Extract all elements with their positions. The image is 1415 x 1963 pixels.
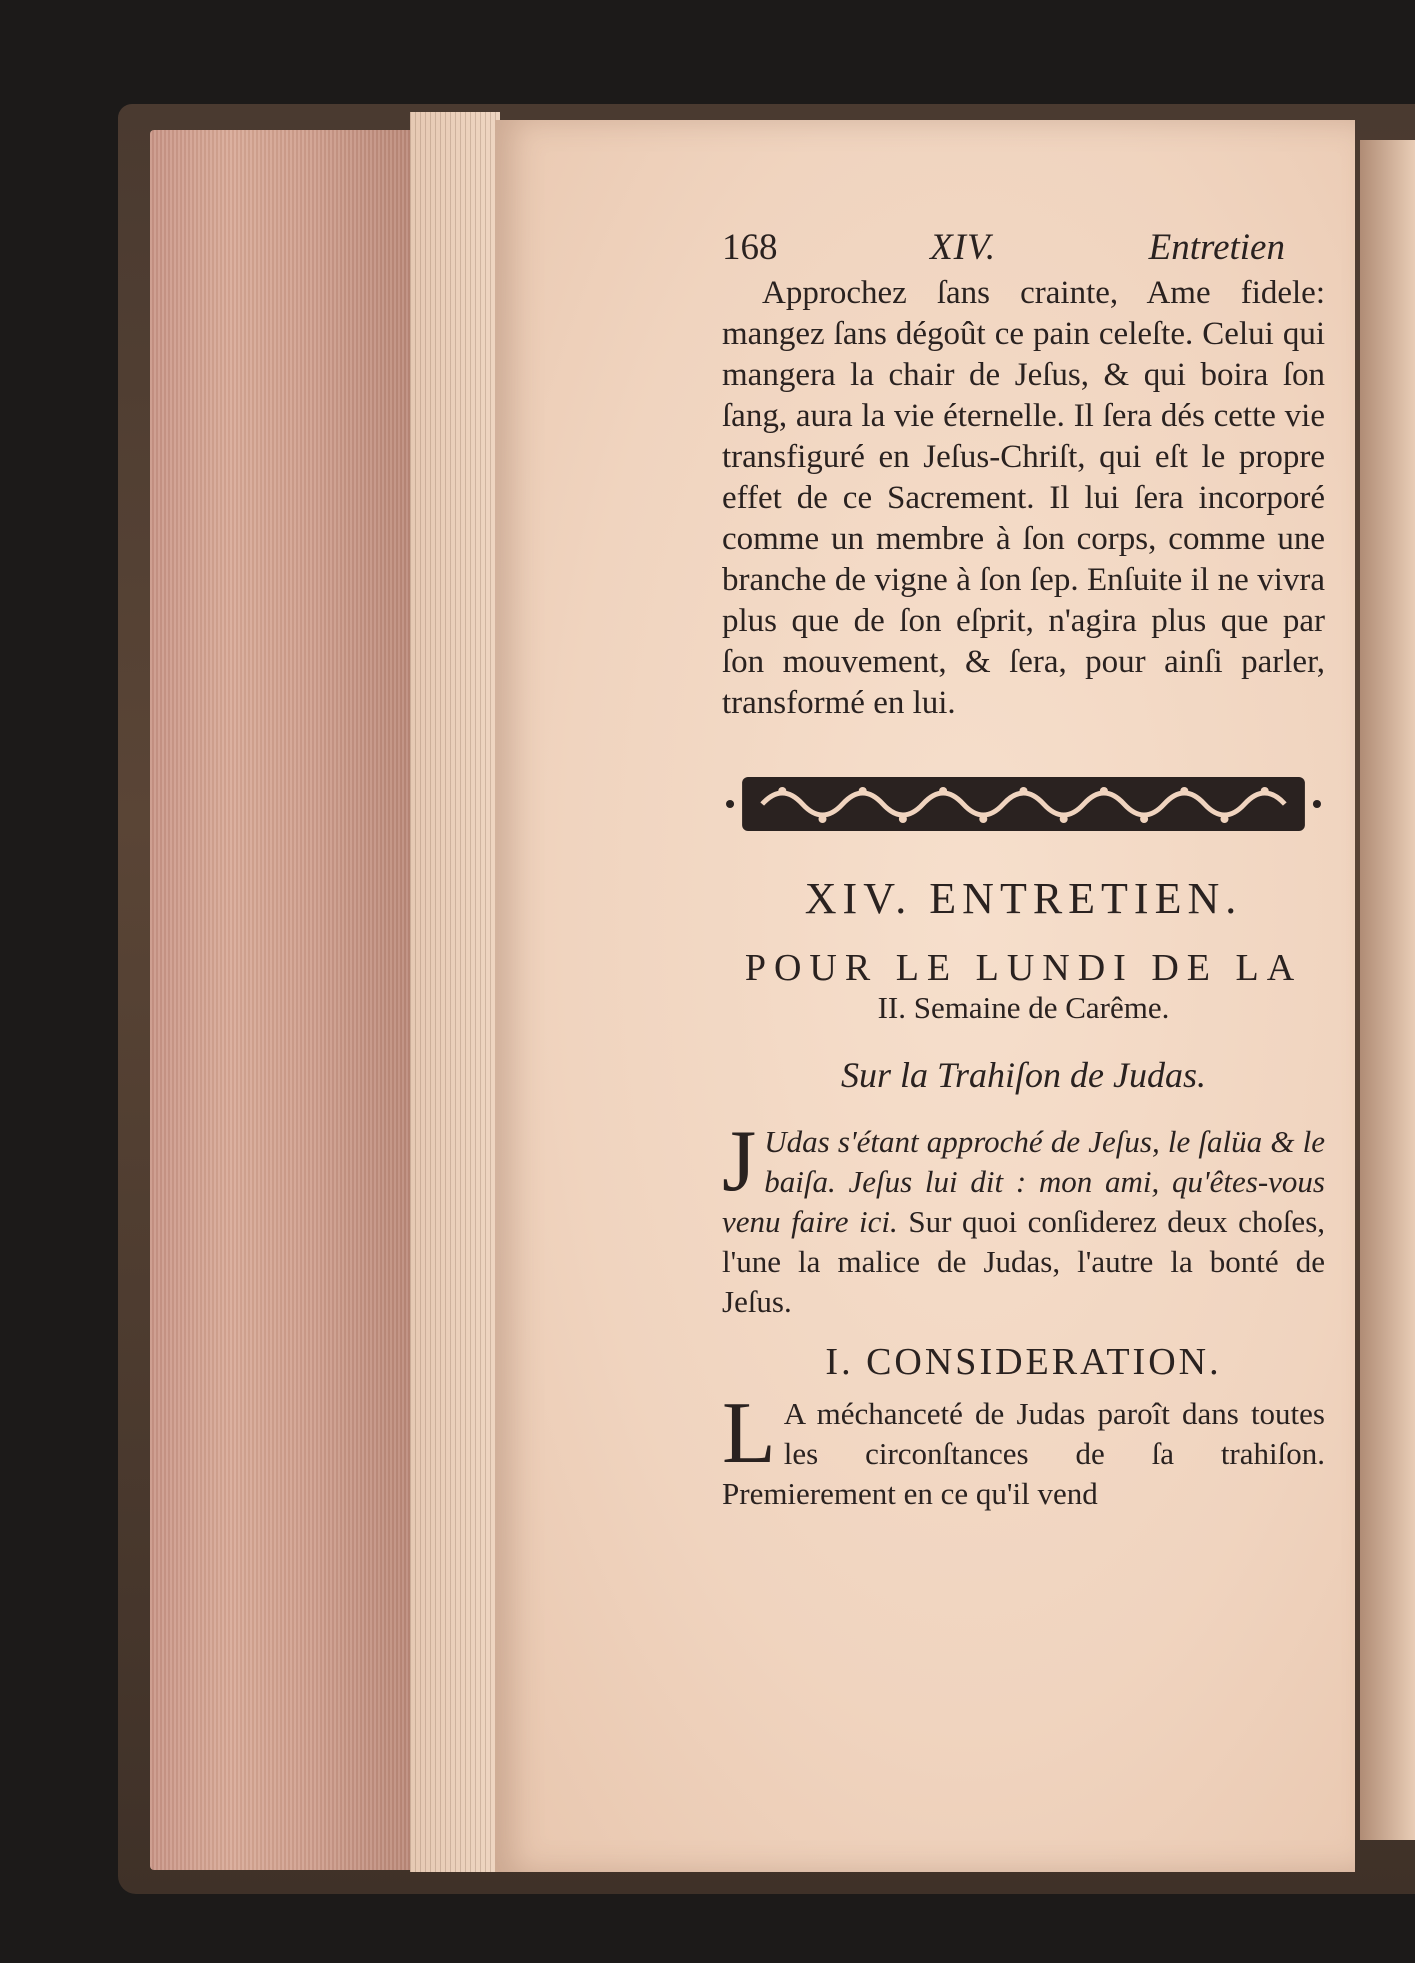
ornament-band — [722, 769, 1325, 839]
consideration-dropcap: L — [722, 1385, 776, 1482]
epigraph-roman: Sur quoi conſiderez deux choſes, l'une la malice de Judas, l'autre la bonté de Jeſus. — [722, 1204, 1326, 1319]
paragraph-1: Approchez ſans crainte, Ame fidele: mangez ſans dégoût ce pain celeſte. Celui qui mangera la chair de Jeſus, & qui boira ſon ſang, aura la vie éternelle. Il ſera dés cette vie transfiguré en Jeſus-Chriſt, qui eſt le propre effet de ce Sacrement. Il lui ſera incorporé comme un membre à ſon corps, comme une branche de vigne à ſon ſep. Enſuite il ne vivra plus que de ſon eſprit, n'agira plus que par ſon mouvement, & ſera, pour ainſi parler, transformé en lui. — [722, 275, 1325, 721]
ornament-icon — [722, 769, 1325, 839]
chapter-title: XIV. ENTRETIEN. — [804, 874, 1243, 923]
consideration-paragraph — [722, 1385, 1325, 1514]
chapter-topic: Sur la Trahiſon de Judas. — [840, 1055, 1207, 1095]
epigraph-dropcap: J — [722, 1113, 757, 1210]
consideration-heading: I. CONSIDERATION. — [825, 1341, 1222, 1383]
page-edges-light — [410, 112, 500, 1872]
facing-page-edge — [1360, 140, 1415, 1840]
page-text — [722, 226, 1325, 1514]
consideration-text: A méchanceté de Judas paroît dans toutes les circonſtances de ſa trahiſon. Premierement en ce qu'il vend — [722, 1396, 1325, 1511]
page-number: 168 — [722, 227, 778, 268]
epigraph-italic: Udas s'étant approché de Jeſus, le ſalüa & le baiſa. Jeſus lui dit : mon ami, qu'êtes-vous venu faire ici. — [722, 1124, 1325, 1239]
running-title: XIV. — [930, 227, 997, 268]
running-word: Entretien — [1148, 227, 1285, 268]
page-edges-red — [150, 130, 418, 1870]
chapter-subtitle-line1: POUR LE LUNDI DE LA — [744, 947, 1303, 989]
epigraph-paragraph — [722, 1113, 1326, 1322]
running-header — [722, 226, 1325, 269]
chapter-subtitle-line2: II. Semaine de Carême. — [877, 990, 1170, 1025]
